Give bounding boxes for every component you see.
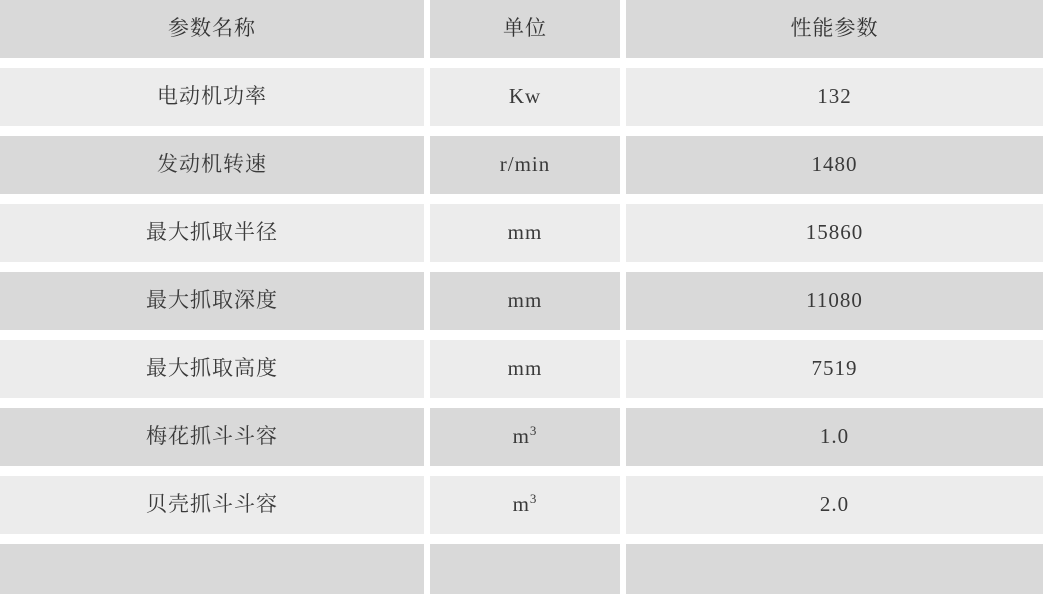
column-header-name: 参数名称 xyxy=(0,0,424,58)
row-spacer-cell xyxy=(430,194,620,204)
cell-value: 11080 xyxy=(626,272,1043,330)
cell-value: 2.0 xyxy=(626,476,1043,534)
cell-value: 7519 xyxy=(626,340,1043,398)
row-spacer-cell xyxy=(0,466,424,476)
row-spacer-cell xyxy=(626,398,1043,408)
row-spacer-cell xyxy=(626,58,1043,68)
row-spacer xyxy=(0,330,1043,340)
row-spacer-cell xyxy=(626,466,1043,476)
cell-unit: mm xyxy=(430,204,620,262)
table-row xyxy=(0,476,1043,534)
cell-parameter-name: 最大抓取半径 xyxy=(0,204,424,262)
table-row xyxy=(0,272,1043,330)
cell-parameter-name: 发动机转速 xyxy=(0,136,424,194)
cell-parameter-name: 最大抓取深度 xyxy=(0,272,424,330)
table-header-row xyxy=(0,0,1043,58)
row-spacer xyxy=(0,466,1043,476)
cell-parameter-name: 最大抓取高度 xyxy=(0,340,424,398)
row-spacer xyxy=(0,534,1043,544)
row-spacer-cell xyxy=(430,126,620,136)
cell-parameter-name: 贝壳抓斗斗容 xyxy=(0,476,424,534)
row-spacer-cell xyxy=(626,194,1043,204)
cell-unit: mm xyxy=(430,340,620,398)
cell-unit: Kw xyxy=(430,68,620,126)
row-spacer-cell xyxy=(0,58,424,68)
cell-value: 1.0 xyxy=(626,408,1043,466)
row-spacer xyxy=(0,262,1043,272)
cell-parameter-name xyxy=(0,544,424,594)
row-spacer-cell xyxy=(0,330,424,340)
row-spacer-cell xyxy=(430,330,620,340)
table-row xyxy=(0,544,1043,594)
unit-superscript: 3 xyxy=(529,491,538,507)
row-spacer-cell xyxy=(0,126,424,136)
row-spacer-cell xyxy=(430,58,620,68)
row-spacer-cell xyxy=(626,330,1043,340)
cell-parameter-name: 梅花抓斗斗容 xyxy=(0,408,424,466)
row-spacer-cell xyxy=(430,534,620,544)
row-spacer xyxy=(0,126,1043,136)
table-row xyxy=(0,408,1043,466)
cell-value: 132 xyxy=(626,68,1043,126)
cell-value: 1480 xyxy=(626,136,1043,194)
row-spacer-cell xyxy=(0,262,424,272)
cell-unit: r/min xyxy=(430,136,620,194)
row-spacer xyxy=(0,398,1043,408)
table-row xyxy=(0,340,1043,398)
row-spacer-cell xyxy=(430,398,620,408)
row-spacer-cell xyxy=(626,126,1043,136)
column-header-value: 性能参数 xyxy=(626,0,1043,58)
row-spacer-cell xyxy=(430,466,620,476)
cell-parameter-name: 电动机功率 xyxy=(0,68,424,126)
cell-value xyxy=(626,544,1043,594)
row-spacer xyxy=(0,58,1043,68)
table-row xyxy=(0,68,1043,126)
table-row xyxy=(0,204,1043,262)
cell-unit xyxy=(430,544,620,594)
table-row xyxy=(0,136,1043,194)
cell-unit: $m^3$ xyxy=(430,476,620,534)
row-spacer xyxy=(0,194,1043,204)
unit-superscript: 3 xyxy=(529,423,538,439)
row-spacer-cell xyxy=(626,262,1043,272)
row-spacer-cell xyxy=(430,262,620,272)
row-spacer-cell xyxy=(626,534,1043,544)
cell-value: 15860 xyxy=(626,204,1043,262)
cell-unit: $m^3$ xyxy=(430,408,620,466)
column-header-unit: 单位 xyxy=(430,0,620,58)
cell-unit: mm xyxy=(430,272,620,330)
row-spacer-cell xyxy=(0,194,424,204)
row-spacer-cell xyxy=(0,398,424,408)
row-spacer-cell xyxy=(0,534,424,544)
